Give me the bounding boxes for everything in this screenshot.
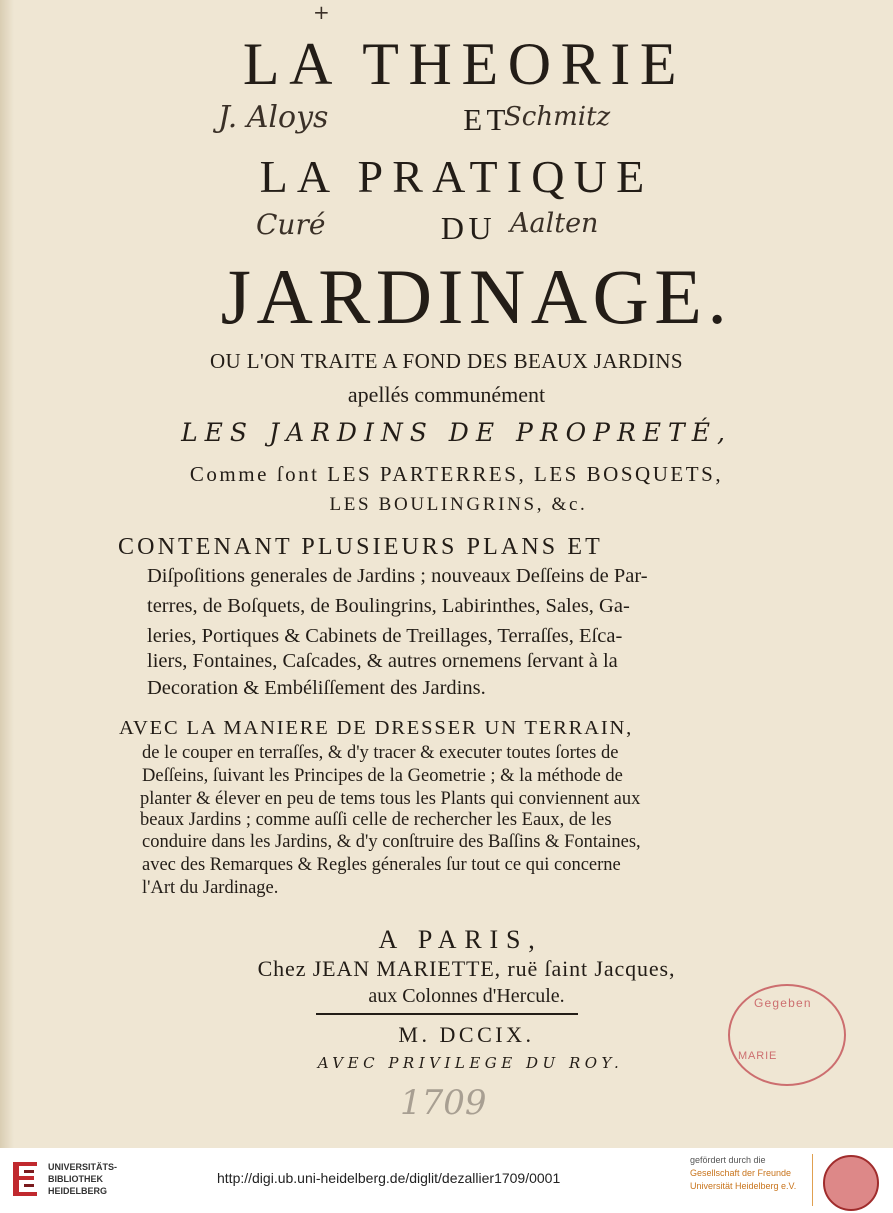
subtitle-line-5: LES BOULINGRINS, &c.	[329, 494, 588, 515]
stamp-text-top: Gegeben	[754, 996, 812, 1010]
contenant-line: Decoration & Embéliſſement des Jardins.	[147, 677, 486, 699]
title-line-theorie: LA THEORIE	[242, 31, 687, 97]
title-line-jardinage: JARDINAGE.	[220, 253, 733, 340]
imprint-privilege: AVEC PRIVILEGE DU ROY.	[317, 1054, 624, 1072]
library-stamp	[728, 984, 846, 1086]
university-library-logo-icon	[10, 1160, 40, 1198]
contenant-line: terres, de Boſquets, de Boulingrins, Labirinthes, Sales, Ga-	[147, 595, 630, 617]
subtitle-line-4: Comme ſont LES PARTERRES, LES BOSQUETS,	[189, 462, 724, 486]
library-name-line: BIBLIOTHEK	[48, 1174, 103, 1184]
avec-line: Deſſeins, ſuivant les Principes de la Geometrie ; & la méthode de	[142, 766, 623, 786]
avec-line: conduire dans les Jardins, & d'y conſtruire des Baſſins & Fontaines,	[142, 832, 641, 852]
permalink-url[interactable]: http://digi.ub.uni-heidelberg.de/diglit/dezallier1709/0001	[217, 1170, 561, 1186]
footer-divider	[812, 1154, 813, 1206]
avec-line: l'Art du Jardinage.	[142, 878, 279, 898]
sponsor-name-line1[interactable]: Gesellschaft der Freunde	[690, 1168, 792, 1178]
university-seal-icon	[823, 1155, 879, 1211]
contenant-line: liers, Fontaines, Caſcades, & autres ornemens ſervant à la	[147, 650, 618, 672]
stamp-text-side: MARIE	[738, 1050, 778, 1062]
handwritten-cross: +	[313, 0, 330, 24]
title-line-et: ET	[463, 102, 510, 137]
avec-line: planter & élever en peu de tems tous les Plants qui conviennent aux	[140, 789, 641, 809]
library-name-line: UNIVERSITÄTS-	[48, 1162, 118, 1172]
imprint-address: aux Colonnes d'Hercule.	[368, 985, 565, 1007]
sponsor-intro: gefördert durch die	[690, 1155, 766, 1165]
handwritten-name-first: J. Aloys	[218, 100, 329, 135]
handwritten-cure: Curé	[256, 208, 326, 241]
handwritten-place: Aalten	[510, 208, 599, 239]
university-library-name	[48, 1161, 117, 1197]
contenant-heading: CONTENANT PLUSIEURS PLANS ET	[118, 534, 603, 560]
subtitle-line-1: OU L'ON TRAITE A FOND DES BEAUX JARDINS	[209, 349, 684, 373]
handwritten-year-pencil: 1709	[400, 1083, 487, 1123]
avec-line: de le couper en terraſſes, & d'y tracer & executer toutes ſortes de	[142, 743, 619, 763]
avec-line: avec des Remarques & Regles génerales ſur tout ce qui concerne	[142, 855, 621, 875]
title-line-pratique: LA PRATIQUE	[259, 151, 654, 202]
imprint-divider	[316, 1013, 578, 1015]
imprint-city: A PARIS,	[378, 925, 543, 954]
avec-line: beaux Jardins ; comme auſſi celle de rechercher les Eaux, de les	[140, 810, 612, 830]
contenant-line: leries, Portiques & Cabinets de Treillages, Terraſſes, Eſca-	[147, 625, 623, 647]
contenant-line: Diſpoſitions generales de Jardins ; nouveaux Deſſeins de Par-	[147, 565, 648, 587]
sponsor-name-line2[interactable]: Universität Heidelberg e.V.	[690, 1181, 797, 1191]
imprint-publisher: Chez JEAN MARIETTE, ruë ſaint Jacques,	[257, 956, 676, 981]
viewer-footer	[0, 1148, 893, 1213]
imprint-year: M. DCCIX.	[398, 1022, 535, 1047]
sponsor-credit	[690, 1154, 796, 1193]
subtitle-line-3: LES JARDINS DE PROPRETÉ,	[181, 418, 732, 447]
handwritten-name-last: Schmitz	[504, 102, 611, 132]
subtitle-line-2: apellés communément	[347, 382, 546, 407]
library-name-line: HEIDELBERG	[48, 1186, 108, 1196]
title-line-du: DU	[440, 210, 497, 246]
avec-heading: AVEC LA MANIERE DE DRESSER UN TERRAIN,	[119, 717, 634, 739]
